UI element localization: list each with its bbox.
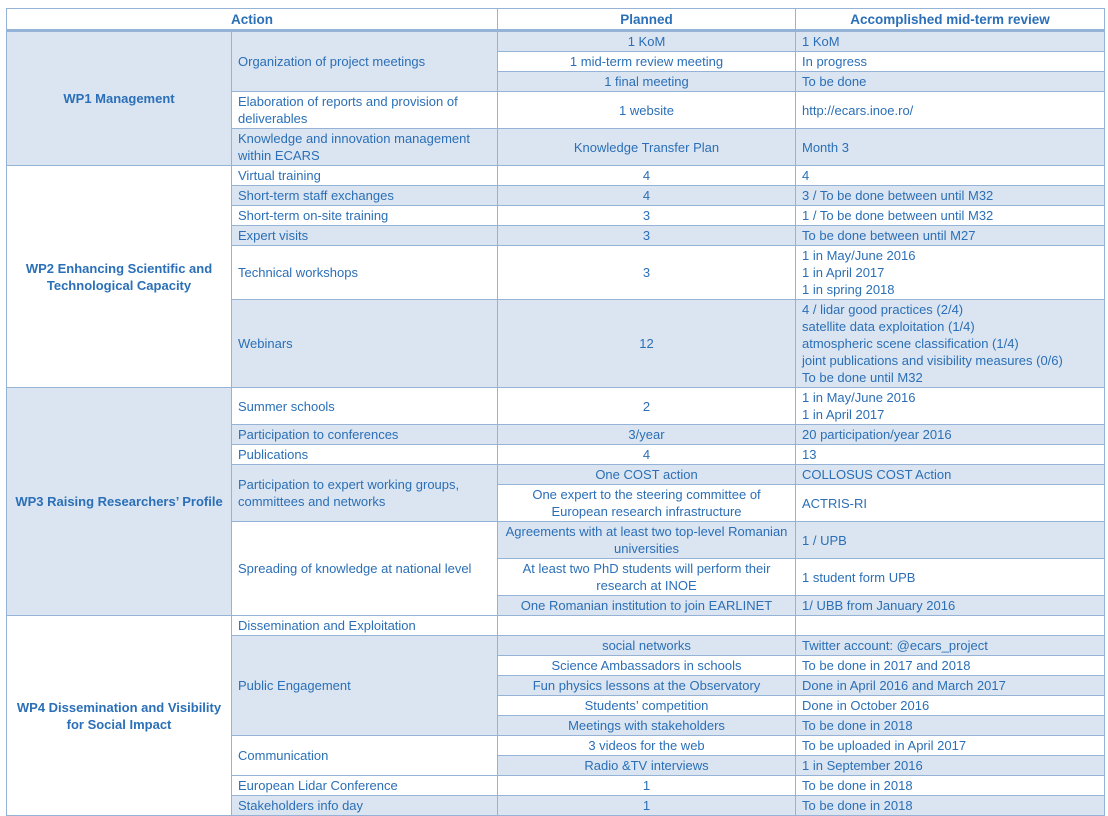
- planned-cell: 1 website: [498, 92, 796, 129]
- planned-cell: 1: [498, 796, 796, 816]
- action-cell: Short-term on-site training: [232, 206, 498, 226]
- planned-cell: Meetings with stakeholders: [498, 716, 796, 736]
- planned-cell: 4: [498, 186, 796, 206]
- accomplished-cell: 20 participation/year 2016: [796, 425, 1105, 445]
- planned-cell: 3 videos for the web: [498, 736, 796, 756]
- planned-cell: One Romanian institution to join EARLINET: [498, 596, 796, 616]
- planned-cell: 3/year: [498, 425, 796, 445]
- wp-label-cell: WP1 Management: [7, 31, 232, 166]
- planned-cell: 3: [498, 246, 796, 300]
- planned-cell: Agreements with at least two top-level Romanian universities: [498, 522, 796, 559]
- table-body: [7, 31, 1105, 816]
- accomplished-cell: 1 / To be done between until M32: [796, 206, 1105, 226]
- planned-cell: 2: [498, 388, 796, 425]
- accomplished-cell: ACTRIS-RI: [796, 485, 1105, 522]
- planned-cell: 1 final meeting: [498, 72, 796, 92]
- accomplished-cell: Done in October 2016: [796, 696, 1105, 716]
- action-cell: Technical workshops: [232, 246, 498, 300]
- action-cell: Expert visits: [232, 226, 498, 246]
- planned-cell: Fun physics lessons at the Observatory: [498, 676, 796, 696]
- action-cell: Webinars: [232, 300, 498, 388]
- accomplished-cell: 1 / UPB: [796, 522, 1105, 559]
- planned-cell: Students’ competition: [498, 696, 796, 716]
- planned-cell: Science Ambassadors in schools: [498, 656, 796, 676]
- planned-cell: One COST action: [498, 465, 796, 485]
- action-cell: Organization of project meetings: [232, 31, 498, 92]
- accomplished-cell: 1 student form UPB: [796, 559, 1105, 596]
- accomplished-cell: To be done: [796, 72, 1105, 92]
- table-header: [7, 9, 1105, 31]
- col-header-planned: Planned: [498, 9, 796, 31]
- planned-cell: Knowledge Transfer Plan: [498, 129, 796, 166]
- action-cell: European Lidar Conference: [232, 776, 498, 796]
- action-cell: Public Engagement: [232, 636, 498, 736]
- accomplished-cell: [796, 616, 1105, 636]
- action-cell: Stakeholders info day: [232, 796, 498, 816]
- accomplished-cell: To be done in 2017 and 2018: [796, 656, 1105, 676]
- table-row: [7, 31, 1105, 52]
- accomplished-cell: 3 / To be done between until M32: [796, 186, 1105, 206]
- accomplished-cell: COLLOSUS COST Action: [796, 465, 1105, 485]
- wp-label-cell: WP3 Raising Researchers’ Profile: [7, 388, 232, 616]
- header-row: [7, 9, 1105, 31]
- action-cell: Short-term staff exchanges: [232, 186, 498, 206]
- accomplished-cell: 1 in May/June 2016 1 in April 2017 1 in spring 2018: [796, 246, 1105, 300]
- midterm-review-table: [6, 8, 1105, 816]
- wp-label-cell: WP2 Enhancing Scientific and Technological Capacity: [7, 166, 232, 388]
- col-header-action: Action: [7, 9, 498, 31]
- action-cell: Elaboration of reports and provision of deliverables: [232, 92, 498, 129]
- action-cell: Spreading of knowledge at national level: [232, 522, 498, 616]
- accomplished-cell: 1 KoM: [796, 31, 1105, 52]
- planned-cell: 12: [498, 300, 796, 388]
- planned-cell: 3: [498, 206, 796, 226]
- action-cell: Virtual training: [232, 166, 498, 186]
- table-row: [7, 388, 1105, 425]
- planned-cell: 3: [498, 226, 796, 246]
- accomplished-cell: 1 in September 2016: [796, 756, 1105, 776]
- accomplished-cell: To be uploaded in April 2017: [796, 736, 1105, 756]
- table-row: [7, 616, 1105, 636]
- planned-cell: 4: [498, 166, 796, 186]
- accomplished-cell: 13: [796, 445, 1105, 465]
- planned-cell: 1 KoM: [498, 31, 796, 52]
- accomplished-cell: 4: [796, 166, 1105, 186]
- planned-cell: Radio &TV interviews: [498, 756, 796, 776]
- accomplished-cell: To be done in 2018: [796, 776, 1105, 796]
- wp-label-cell: WP4 Dissemination and Visibility for Social Impact: [7, 616, 232, 816]
- planned-cell: One expert to the steering committee of European research infrastructure: [498, 485, 796, 522]
- planned-cell: 1 mid-term review meeting: [498, 52, 796, 72]
- action-cell: Communication: [232, 736, 498, 776]
- accomplished-cell: In progress: [796, 52, 1105, 72]
- accomplished-cell: Month 3: [796, 129, 1105, 166]
- action-cell: Participation to conferences: [232, 425, 498, 445]
- accomplished-cell: 1/ UBB from January 2016: [796, 596, 1105, 616]
- accomplished-cell: Twitter account: @ecars_project: [796, 636, 1105, 656]
- planned-cell: 4: [498, 445, 796, 465]
- accomplished-cell: 4 / lidar good practices (2/4) satellite data exploitation (1/4) atmospheric scene classification (1/4) joint publications and visibility measures (0/6) To be done until M32: [796, 300, 1105, 388]
- planned-cell: 1: [498, 776, 796, 796]
- action-cell: Summer schools: [232, 388, 498, 425]
- accomplished-cell: To be done between until M27: [796, 226, 1105, 246]
- table-row: [7, 166, 1105, 186]
- accomplished-cell: 1 in May/June 2016 1 in April 2017: [796, 388, 1105, 425]
- col-header-accomplished: Accomplished mid-term review: [796, 9, 1105, 31]
- action-cell: Publications: [232, 445, 498, 465]
- accomplished-cell: http://ecars.inoe.ro/: [796, 92, 1105, 129]
- accomplished-cell: To be done in 2018: [796, 716, 1105, 736]
- action-cell: Knowledge and innovation management within ECARS: [232, 129, 498, 166]
- planned-cell: At least two PhD students will perform their research at INOE: [498, 559, 796, 596]
- action-cell: Participation to expert working groups, committees and networks: [232, 465, 498, 522]
- action-cell: Dissemination and Exploitation: [232, 616, 498, 636]
- planned-cell: social networks: [498, 636, 796, 656]
- accomplished-cell: To be done in 2018: [796, 796, 1105, 816]
- accomplished-cell: Done in April 2016 and March 2017: [796, 676, 1105, 696]
- planned-cell: [498, 616, 796, 636]
